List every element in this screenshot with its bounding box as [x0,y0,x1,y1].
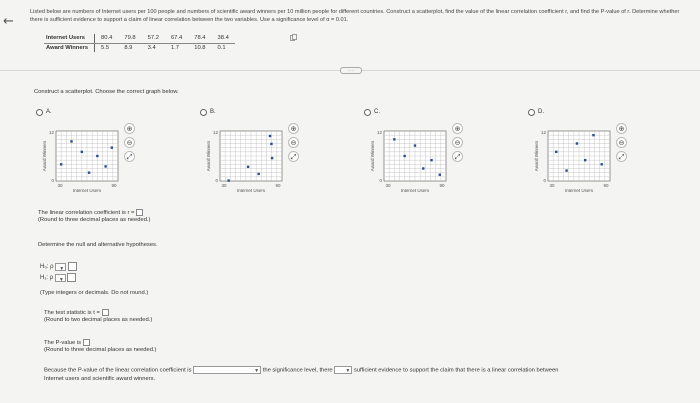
x-axis-label: Internet Users [564,188,594,193]
data-point [403,155,405,157]
table-row [44,34,235,43]
h1-value-input[interactable] [67,273,76,282]
row-header: Internet Users [44,34,95,43]
data-point [592,134,594,136]
table-cell: 3.4 [147,44,156,51]
copy-data-icon[interactable] [290,34,297,43]
zoom-in-icon[interactable]: ⊕ [288,123,299,134]
y-tick-label: 12 [376,130,382,135]
data-point [271,157,273,159]
evidence-dropdown[interactable] [334,366,352,374]
data-point [565,169,567,171]
x-tick-label: 30 [549,183,555,188]
zoom-out-icon[interactable]: ⊖ [124,137,135,148]
conclusion-part2: the significance level, there [262,367,333,374]
x-tick-label: 30 [57,183,63,188]
graph-option-d[interactable] [528,109,658,209]
row-header: Award Winners [44,43,95,52]
x-tick-label: 90 [439,183,445,188]
zoom-out-icon[interactable]: ⊖ [452,137,463,148]
x-tick-label: 90 [603,183,609,188]
expand-icon[interactable]: ⤢ [288,151,299,162]
zoom-in-icon[interactable]: ⊕ [616,123,627,134]
graph-tools [288,123,302,165]
data-point [88,171,90,173]
expand-more-button[interactable]: ····· [340,67,362,74]
table-cell: 10.8 [194,44,206,51]
correlation-label: The linear correlation coefficient is r = [38,210,135,217]
r-input[interactable] [136,209,143,216]
chevron-down-icon: ▼ [58,276,64,283]
data-point [414,144,416,146]
t-input[interactable] [102,309,109,316]
data-point [584,159,586,161]
pvalue-hint: (Round to three decimal places as needed.) [44,347,157,354]
data-point [269,135,271,137]
data-table [44,34,235,52]
comparison-dropdown[interactable] [193,366,261,374]
y-tick-label: 0 [379,178,382,183]
table-cell: 8.9 [124,44,133,51]
option-label: C. [374,109,380,115]
conclusion-part1: Because the P-value of the linear correlation coefficient is [44,367,192,374]
graph-tools [124,123,138,165]
y-axis-label: Award Winners [534,140,539,172]
data-point [430,159,432,161]
graph-tools [452,123,466,165]
data-point [422,167,424,169]
test-stat-hint: (Round to two decimal places as needed.) [44,317,153,324]
expand-icon[interactable]: ⤢ [124,151,135,162]
x-tick-label: 30 [385,183,391,188]
hypotheses-block [40,262,77,284]
x-axis-label: Internet Users [236,188,266,193]
table-cell: 78.4 [188,34,211,43]
data-point [70,140,72,142]
expand-icon[interactable]: ⤢ [616,151,627,162]
hypotheses-prompt: Determine the null and alternative hypotheses. [38,242,158,248]
y-axis-label: Award Winners [42,140,47,172]
expand-icon[interactable]: ⤢ [452,151,463,162]
y-tick-label: 0 [51,178,54,183]
table-row [44,43,235,52]
conclusion-line2: Internet users and scientific award winners. [44,375,156,382]
graph-option-c[interactable] [364,109,494,209]
zoom-in-icon[interactable]: ⊕ [124,123,135,134]
data-point [111,146,113,148]
data-point [576,142,578,144]
zoom-in-icon[interactable]: ⊕ [452,123,463,134]
table-cell: 1.7 [170,44,179,51]
chevron-down-icon: ▼ [59,265,65,272]
graph-option-b[interactable] [200,109,330,209]
h1-label: H₁: ρ [40,275,54,282]
y-tick-label: 12 [540,130,546,135]
x-axis-label: Internet Users [400,188,430,193]
x-tick-label: 90 [111,183,117,188]
pvalue-label: The P-value is [44,340,82,347]
option-label: A. [46,109,52,115]
back-arrow-icon[interactable]: ← [3,14,14,29]
h0-row [40,262,77,273]
data-point [393,138,395,140]
data-point [227,179,229,181]
question-text: Listed below are numbers of Internet users per 100 people and numbers of scientific award winners per 10 million people for different countries. Construct a scatterplot, find the value of the linear correlation coefficient r, and find the P-value of r. Determine whether there is sufficient evidence to support a claim of linear correlation between the two variables. Use a significance level of α = 0.01. [30,9,680,23]
graph-option-a[interactable] [36,109,166,209]
y-tick-label: 0 [215,178,218,183]
data-point [601,163,603,165]
y-tick-label: 12 [212,130,218,135]
table-cell: 57.2 [142,34,165,43]
h0-label: H₀: ρ [40,264,54,271]
h1-operator-dropdown[interactable] [55,274,66,282]
conclusion-part3: sufficient evidence to support the claim that there is a linear correlation between [353,367,559,374]
y-tick-label: 12 [48,130,54,135]
zoom-out-icon[interactable]: ⊖ [288,137,299,148]
table-cell: 80.4 [95,34,119,43]
h1-row [40,273,77,284]
data-point [60,163,62,165]
conclusion-row [44,366,558,383]
h0-operator-dropdown[interactable] [55,263,66,271]
hypotheses-note: (Type integers or decimals. Do not round.) [40,290,149,296]
table-cell: 79.8 [118,34,141,43]
table-cell: 0.1 [217,44,226,51]
pvalue-question [44,339,156,354]
data-point [104,165,106,167]
graph-tools [616,123,630,165]
data-point [439,174,441,176]
data-point [81,151,83,153]
h0-value-input[interactable] [68,262,77,271]
data-point [555,151,557,153]
zoom-out-icon[interactable]: ⊖ [616,137,627,148]
pvalue-input[interactable] [83,339,90,346]
y-axis-label: Award Winners [206,140,211,172]
data-point [96,155,98,157]
y-tick-label: 0 [543,178,546,183]
correlation-hint: (Round to three decimal places as needed.) [38,217,151,224]
chevron-down-icon: ▼ [345,368,351,374]
x-tick-label: 90 [275,183,281,188]
chevron-down-icon: ▼ [254,368,260,374]
option-label: D. [538,109,544,115]
x-tick-label: 30 [221,183,227,188]
graph-prompt: Construct a scatterplot. Choose the correct graph below. [34,89,179,95]
y-axis-label: Award Winners [370,140,375,172]
table-cell: 67.4 [165,34,188,43]
data-point [270,143,272,145]
table-cell: 38.4 [212,34,235,43]
test-stat-label: The test statistic is t = [44,310,100,317]
test-stat-question [44,309,152,324]
data-point [247,166,249,168]
data-point [257,173,259,175]
x-axis-label: Internet Users [72,188,102,193]
correlation-question [38,209,150,224]
option-label: B. [210,109,216,115]
table-cell: 5.5 [101,44,110,51]
